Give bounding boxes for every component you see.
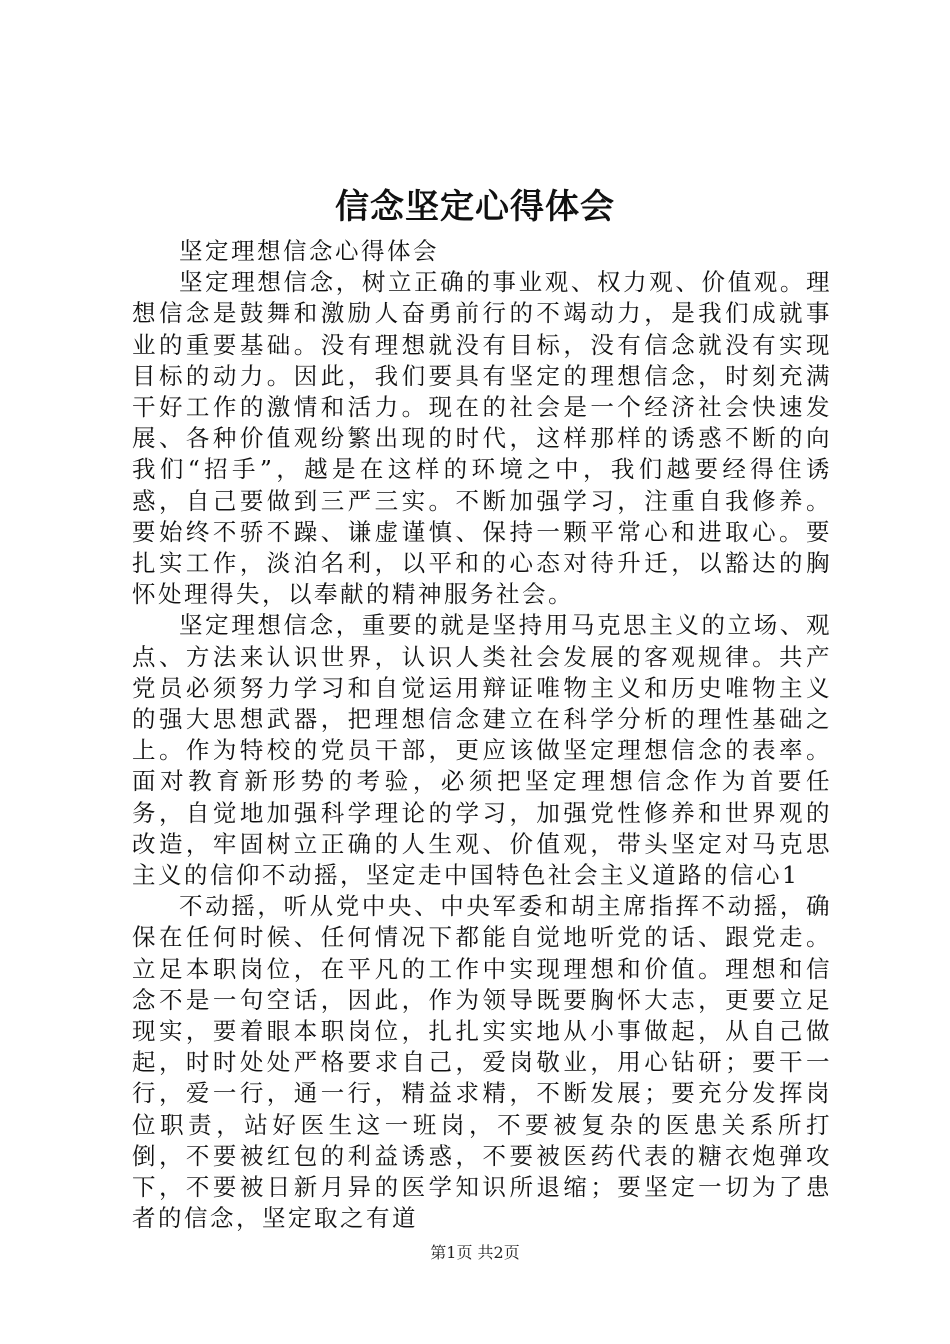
page-footer: 第1页 共2页	[430, 1243, 520, 1262]
document-title: 信念坚定心得体会	[335, 187, 615, 227]
subtitle-paragraph: 坚定理想信念心得体会	[179, 237, 439, 265]
document-body	[132, 236, 832, 1235]
body-paragraph: 坚定理想信念，重要的就是坚持用马克思主义的立场、观点、方法来认识世界，认识人类社会发展的客观规律。共产党员必须努力学习和自觉运用辩证唯物主义和历史唯物主义的强大思想武器，把理想信念建立在科学分析的理性基础之上。作为特校的党员干部，更应该做坚定理想信念的表率。面对教育新形势的考验，必须把坚定理想信念作为首要任务，自觉地加强科学理论的学习，加强党性修养和世界观的改造，牢固树立正确的人生观、价值观，带头坚定对马克思主义的信仰不动摇，坚定走中国特色社会主义道路的信心1	[132, 611, 832, 890]
body-paragraph: 不动摇，听从党中央、中央军委和胡主席指挥不动摇，确保在任何时候、任何情况下都能自觉地听党的话、跟党走。立足本职岗位，在平凡的工作中实现理想和价值。理想和信念不是一句空话，因此，作为领导既要胸怀大志，更要立足现实，要着眼本职岗位，扎扎实实地从小事做起，从自己做起，时时处处严格要求自己，爱岗敬业，用心钻研；要干一行，爱一行，通一行，精益求精，不断发展；要充分发挥岗位职责，站好医生这一班岗，不要被复杂的医患关系所打倒，不要被红包的利益诱惑，不要被医药代表的糖衣炮弹攻下，不要被日新月异的医学知识所退缩；要坚定一切为了患者的信念，坚定取之有道	[132, 892, 832, 1233]
body-paragraph: 坚定理想信念，树立正确的事业观、权力观、价值观。理想信念是鼓舞和激励人奋勇前行的不竭动力，是我们成就事业的重要基础。没有理想就没有目标，没有信念就没有实现目标的动力。因此，我们要具有坚定的理想信念，时刻充满干好工作的激情和活力。现在的社会是一个经济社会快速发展、各种价值观纷繁出现的时代，这样那样的诱惑不断的向我们“招手”，越是在这样的环境之中，我们越要经得住诱惑，自己要做到三严三实。不断加强学习，注重自我修养。要始终不骄不躁、谦虚谨慎、保持一颗平常心和进取心。要扎实工作，淡泊名利，以平和的心态对待升迁，以豁达的胸怀处理得失，以奉献的精神服务社会。	[132, 268, 832, 609]
